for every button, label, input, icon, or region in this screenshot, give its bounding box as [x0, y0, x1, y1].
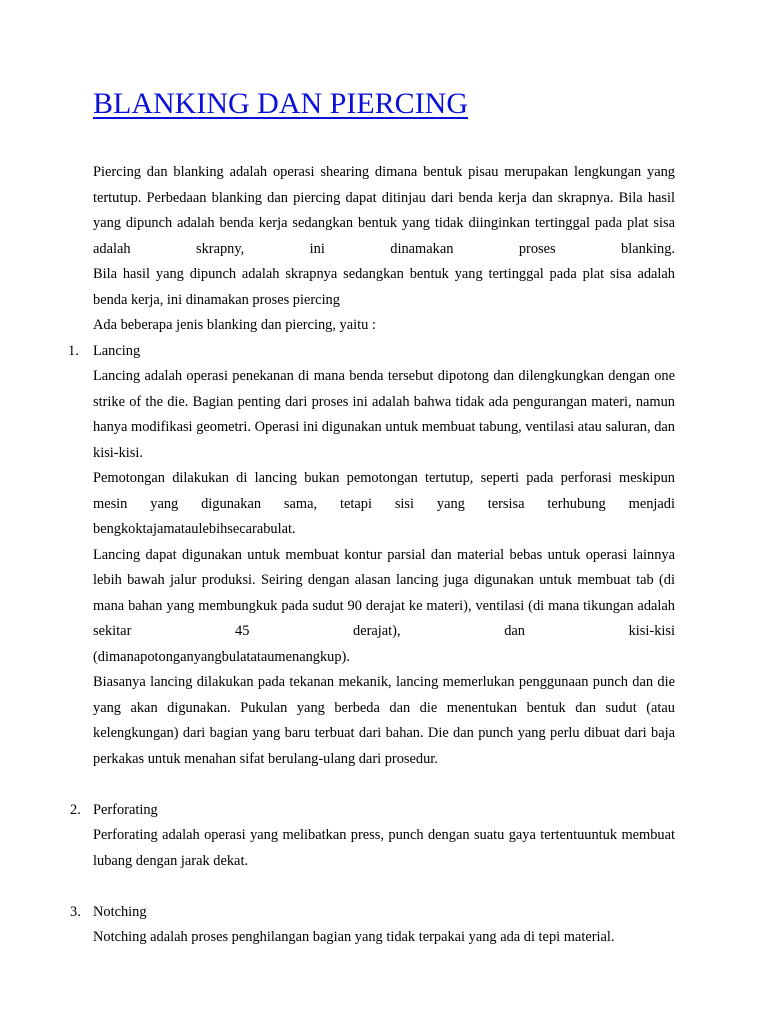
lancing-paragraph-3-tail: (dimanapotonganyangbulatataumenangkup). [93, 648, 350, 665]
list-heading-perforating: Perforating [93, 801, 158, 818]
document-body [0, 160, 768, 951]
list-item-lancing [0, 339, 768, 365]
list-number: 3. [70, 903, 81, 920]
list-item-notching [0, 900, 768, 926]
lancing-paragraph-4: Biasanya lancing dilakukan pada tekanan mekanik, lancing memerlukan penggunaan punch dan die yang akan digunakan. Pukulan yang berbeda dan die menentukan bentuk dan sudut (atau kelengkungan) dari bagian yang baru terbuat dari bahan. Die dan punch yang perlu dibuat dari baja perkakas untuk menahan sifat berulang-ulang dari prosedur. [93, 674, 675, 767]
section-spacer [0, 874, 768, 900]
lancing-paragraph-3: Lancing dapat digunakan untuk membuat kontur parsial dan material bebas untuk operasi lainnya lebih bawah jalur produksi. Seiring dengan alasan lancing juga digunakan untuk membuat tab (di mana bahan yang membungkuk pada sudut 90 derajat ke materi), ventilasi (di mana tikungan adalah sekitar 45 derajat), dan kisi-kisi [93, 546, 675, 639]
list-heading-lancing: Lancing [93, 342, 141, 359]
intro-paragraph-1: Piercing dan blanking adalah operasi shearing dimana bentuk pisau merupakan lengkungan yang tertutup. Perbedaan blanking dan piercing dapat ditinjau dari benda kerja dan skrapnya. Bila hasil yang dipunch adalah benda kerja sedangkan bentuk yang tidak diinginkan tertinggal pada plat sisa adalah skrapny, ini dinamakan proses blanking. [93, 164, 675, 257]
list-heading-notching: Notching [93, 903, 147, 920]
intro-paragraph-3: Ada beberapa jenis blanking dan piercing, yaitu : [93, 317, 376, 333]
list-number: 2. [70, 801, 81, 818]
document-title: BLANKING DAN PIERCING [93, 87, 468, 120]
list-number: 1. [68, 342, 79, 359]
notching-paragraph: Notching adalah proses penghilangan bagian yang tidak terpakai yang ada di tepi material. [93, 929, 615, 945]
intro-paragraph-2: Bila hasil yang dipunch adalah skrapnya sedangkan bentuk yang tertinggal pada plat sisa adalah benda kerja, ini dinamakan proses piercing [93, 266, 675, 308]
section-spacer [0, 772, 768, 798]
perforating-paragraph: Perforating adalah operasi yang melibatkan press, punch dengan suatu gaya tertentuuntuk membuat lubang dengan jarak dekat. [93, 827, 675, 869]
lancing-paragraph-1: Lancing adalah operasi penekanan di mana benda tersebut dipotong dan dilengkungkan dengan one strike of the die. Bagian penting dari proses ini adalah bahwa tidak ada pengurangan materi, namun hanya modifikasi geometri. Operasi ini digunakan untuk membuat tabung, ventilasi atau saluran, dan kisi-kisi. [93, 368, 675, 461]
lancing-paragraph-2: Pemotongan dilakukan di lancing bukan pemotongan tertutup, seperti pada perforasi meskipun mesin yang digunakan sama, tetapi sisi yang tersisa terhubung menjadi bengkoktajamataulebihsecarabulat. [93, 470, 675, 537]
list-item-perforating [0, 798, 768, 824]
